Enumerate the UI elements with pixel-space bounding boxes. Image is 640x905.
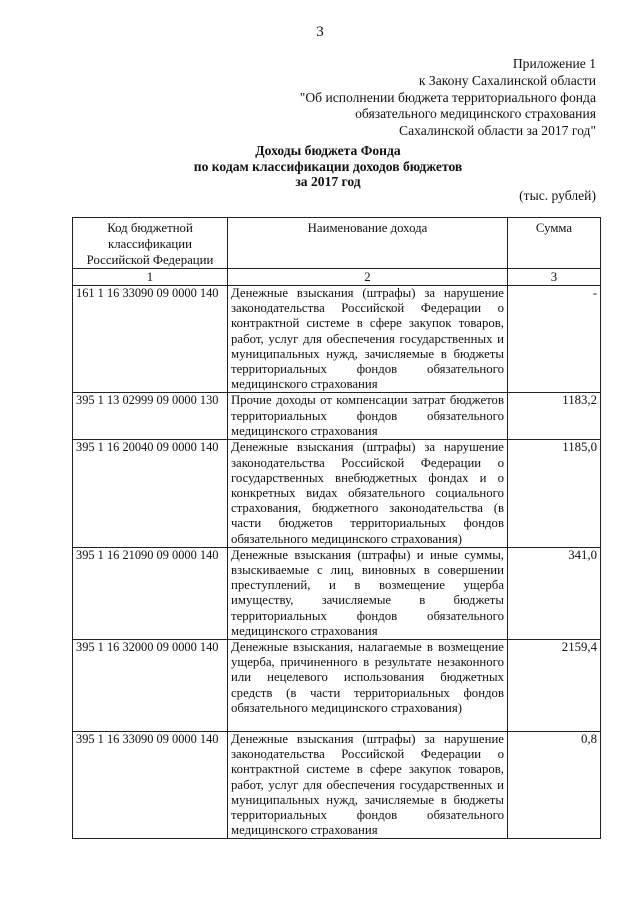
table-row [73, 640, 601, 732]
income-table [72, 217, 601, 839]
appendix-line: к Закону Сахалинской области [418, 72, 596, 88]
page-number: 3 [316, 24, 324, 40]
document-title [0, 143, 640, 190]
row-code: 395 1 16 33090 09 0000 140 [73, 732, 228, 839]
title-line: по кодам классификации доходов бюджетов [193, 158, 463, 174]
row-amount: 341,0 [508, 547, 601, 639]
row-amount: 0,8 [508, 732, 601, 839]
row-code: 395 1 16 32000 09 0000 140 [73, 640, 228, 732]
row-code: 395 1 16 20040 09 0000 140 [73, 440, 228, 547]
appendix-header [276, 56, 596, 140]
row-name: Денежные взыскания (штрафы) за нарушение законодательства Российской Федерации о государственных внебюджетных фондах и о конкретных видах обязательного социального страхования, бюджетного законодательства (в части бюджетов территориальных фондов обязательного медицинского страхования) [228, 440, 508, 547]
title-line: за 2017 год [295, 174, 361, 190]
table-row [73, 286, 601, 393]
table-row [73, 440, 601, 547]
row-amount: - [508, 286, 601, 393]
row-name: Денежные взыскания (штрафы) за нарушение законодательства Российской Федерации о контрактной системе в сфере закупок товаров, работ, услуг для обеспечения государственных и муниципальных нужд, зачисляемые в бюджеты территориальных фондов обязательного медицинского страхования [228, 286, 508, 393]
table-header-row [73, 218, 601, 269]
title-line: Доходы бюджета Фонда [255, 143, 401, 158]
row-amount: 2159,4 [508, 640, 601, 732]
row-name: Денежные взыскания (штрафы) за нарушение законодательства Российской Федерации о контрактной системе в сфере закупок товаров, работ, услуг для обеспечения государственных и муниципальных нужд, зачисляемые в бюджеты территориальных фондов обязательного медицинского страхования [228, 732, 508, 839]
appendix-line: Приложение 1 [512, 56, 596, 71]
header-amount: Сумма [508, 218, 601, 269]
header-name: Наименование дохода [228, 218, 508, 269]
row-name: Денежные взыскания (штрафы) и иные суммы, взыскиваемые с лиц, виновных в совершении преступлений, и в возмещение ущерба имуществу, зачисляемые в бюджеты территориальных фондов обязательного медицинского страхования [228, 547, 508, 639]
units-label: (тыс. рублей) [519, 188, 596, 203]
row-code: 395 1 16 21090 09 0000 140 [73, 547, 228, 639]
column-number: 2 [228, 269, 508, 286]
table-row [73, 393, 601, 440]
column-number: 1 [73, 269, 228, 286]
row-amount: 1185,0 [508, 440, 601, 547]
row-code: 395 1 13 02999 09 0000 130 [73, 393, 228, 440]
column-number-row [73, 269, 601, 286]
row-code: 161 1 16 33090 09 0000 140 [73, 286, 228, 393]
row-amount: 1183,2 [508, 393, 601, 440]
appendix-line: Сахалинской области за 2017 год" [399, 123, 596, 139]
row-name: Денежные взыскания, налагаемые в возмещение ущерба, причиненного в результате незаконного или нецелевого использования бюджетных средств (в части территориальных фондов обязательного медицинского страхования) [228, 640, 508, 732]
table-row [73, 732, 601, 839]
table-row [73, 547, 601, 639]
column-number: 3 [508, 269, 601, 286]
header-code: Код бюджетной классификации Российской Федерации [73, 218, 228, 269]
appendix-line: обязательного медицинского страхования [355, 106, 596, 122]
appendix-line: "Об исполнении бюджета территориального фонда [299, 89, 596, 105]
row-name: Прочие доходы от компенсации затрат бюджетов территориальных фондов обязательного медицинского страхования [228, 393, 508, 440]
